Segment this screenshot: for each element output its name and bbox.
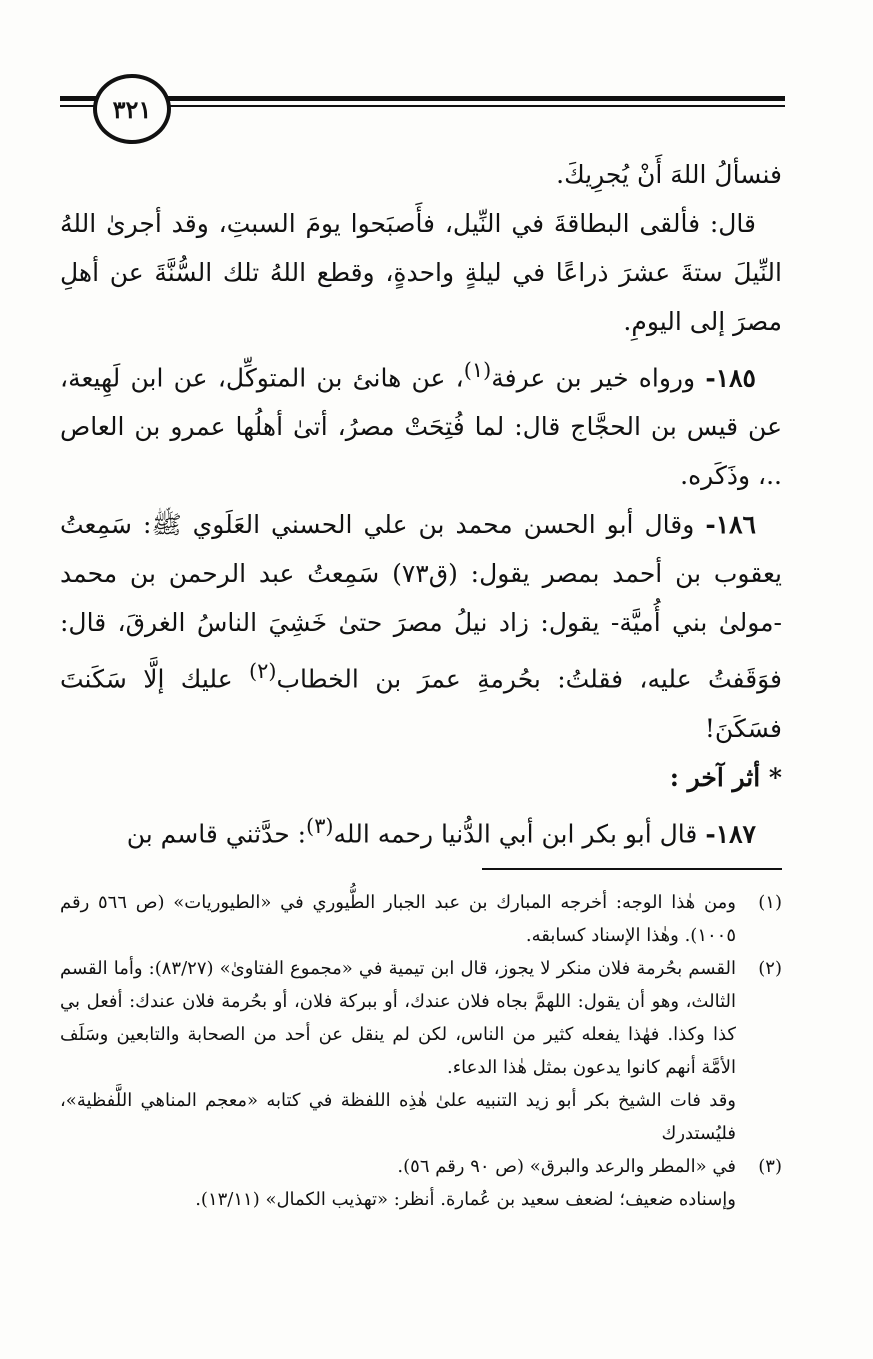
page-header xyxy=(0,60,873,150)
footnote-number: (٣) xyxy=(758,1156,782,1177)
footnote-1 xyxy=(60,886,782,952)
footnote-number: (٢) xyxy=(758,958,782,979)
paragraph-text: قال أبو بكر ابن أبي الدُّنيا رحمه الله xyxy=(333,818,698,848)
paragraph-187 xyxy=(60,802,782,858)
narration-number: ١٨٧- xyxy=(705,818,756,848)
footnote-number: (١) xyxy=(758,892,782,913)
footnotes xyxy=(60,886,782,1216)
paragraph-text: ورواه خير بن عرفة xyxy=(491,363,696,393)
footnote-continuation: وإسناده ضعيف؛ لضعف سعيد بن عُمارة. أنظر: «تهذيب الكمال» (١٣/١١). xyxy=(195,1189,736,1210)
paragraph-185 xyxy=(60,346,782,500)
footnote-2 xyxy=(60,952,782,1150)
main-text xyxy=(60,150,782,858)
paragraph: فنسألُ اللهَ أَنْ يُجرِيكَ. xyxy=(556,160,782,189)
paragraph-text: : حدَّثني قاسم بن xyxy=(126,818,307,848)
section-title: * أثر آخر : xyxy=(669,762,782,792)
footnote-3 xyxy=(60,1150,782,1183)
paragraph: قال: فألقى البطاقةَ في النِّيل، فأَصبَحوا يومَ السبتِ، وقد أجرىٰ اللهُ النِّيلَ ستةَ عشرَ ذراعًا في ليلةٍ واحدةٍ، وقطع اللهُ تلك السُّنَّةَ عن أهلِ مصرَ إلى اليومِ. xyxy=(60,209,782,336)
paragraph-text: عليك إلَّا سَكَنتَ فسَكَنَ! xyxy=(60,664,782,743)
footnote-ref: (٢) xyxy=(249,659,277,684)
page-number-badge xyxy=(93,74,171,144)
footnote-text: ومن هٰذا الوجه: أخرجه المبارك بن عبد الجبار الطُّيوري في «الطيوريات» (ص ٥٦٦ رقم ١٠٠٥). وهٰذا الإسناد كسابقه. xyxy=(60,892,736,946)
paragraph-186 xyxy=(60,500,782,752)
narration-number: ١٨٥- xyxy=(705,363,756,393)
footnote-text: في «المطر والرعد والبرق» (ص ٩٠ رقم ٥٦). xyxy=(397,1156,736,1177)
footnote-text: القسم بحُرمة فلان منكر لا يجوز، قال ابن تيمية في «مجموع الفتاوىٰ» (٨٣/٢٧): وأما القسم الثالث، وهو أن يقول: اللهمَّ بجاه فلان عندك، أو ببركة فلان، أو بحُرمة فلان عندك: أفعل بي كذا وكذا. فهٰذا يفعله كثير من الناس، لكن لم ينقل عن أحد من الصحابة والتابعين وسَلَف الأمَّة أنهم كانوا يدعون بمثل هٰذا الدعاء. xyxy=(60,958,736,1078)
footnote-text: وقد فات الشيخ بكر أبو زيد التنبيه علىٰ هٰذِه اللفظة في كتابه «معجم المناهي اللَّفظية»، فليُستدرك xyxy=(60,1090,736,1144)
paragraph-text: ، عن هانئ بن المتوكِّل، عن ابن لَهِيعة، عن قيس بن الحجَّاج قال: لما فُتِحَتْ مصرُ، أتىٰ أهلُها عمرو بن العاص ..، وذَكَره. xyxy=(60,363,782,491)
paragraph-text: وقال أبو الحسن محمد بن علي الحسني العَلَوي ﷺ: سَمِعتُ يعقوب بن أحمد بمصر يقول: (ق٧٣) سَمِعتُ عبد الرحمن بن محمد -مولىٰ بني أُميَّة- يقول: زاد نيلُ مصرَ حتىٰ خَشِيَ الناسُ الغرقَ، قال: فوَقَفتُ عليه، فقلتُ: بحُرمةِ عمرَ بن الخطاب xyxy=(60,510,783,694)
footnote-ref: (٣) xyxy=(306,813,334,838)
footnote-ref: (١) xyxy=(463,358,492,382)
narration-number: ١٨٦- xyxy=(705,510,756,540)
page-number: ٣٢١ xyxy=(112,94,152,124)
footnote-divider xyxy=(482,868,782,870)
